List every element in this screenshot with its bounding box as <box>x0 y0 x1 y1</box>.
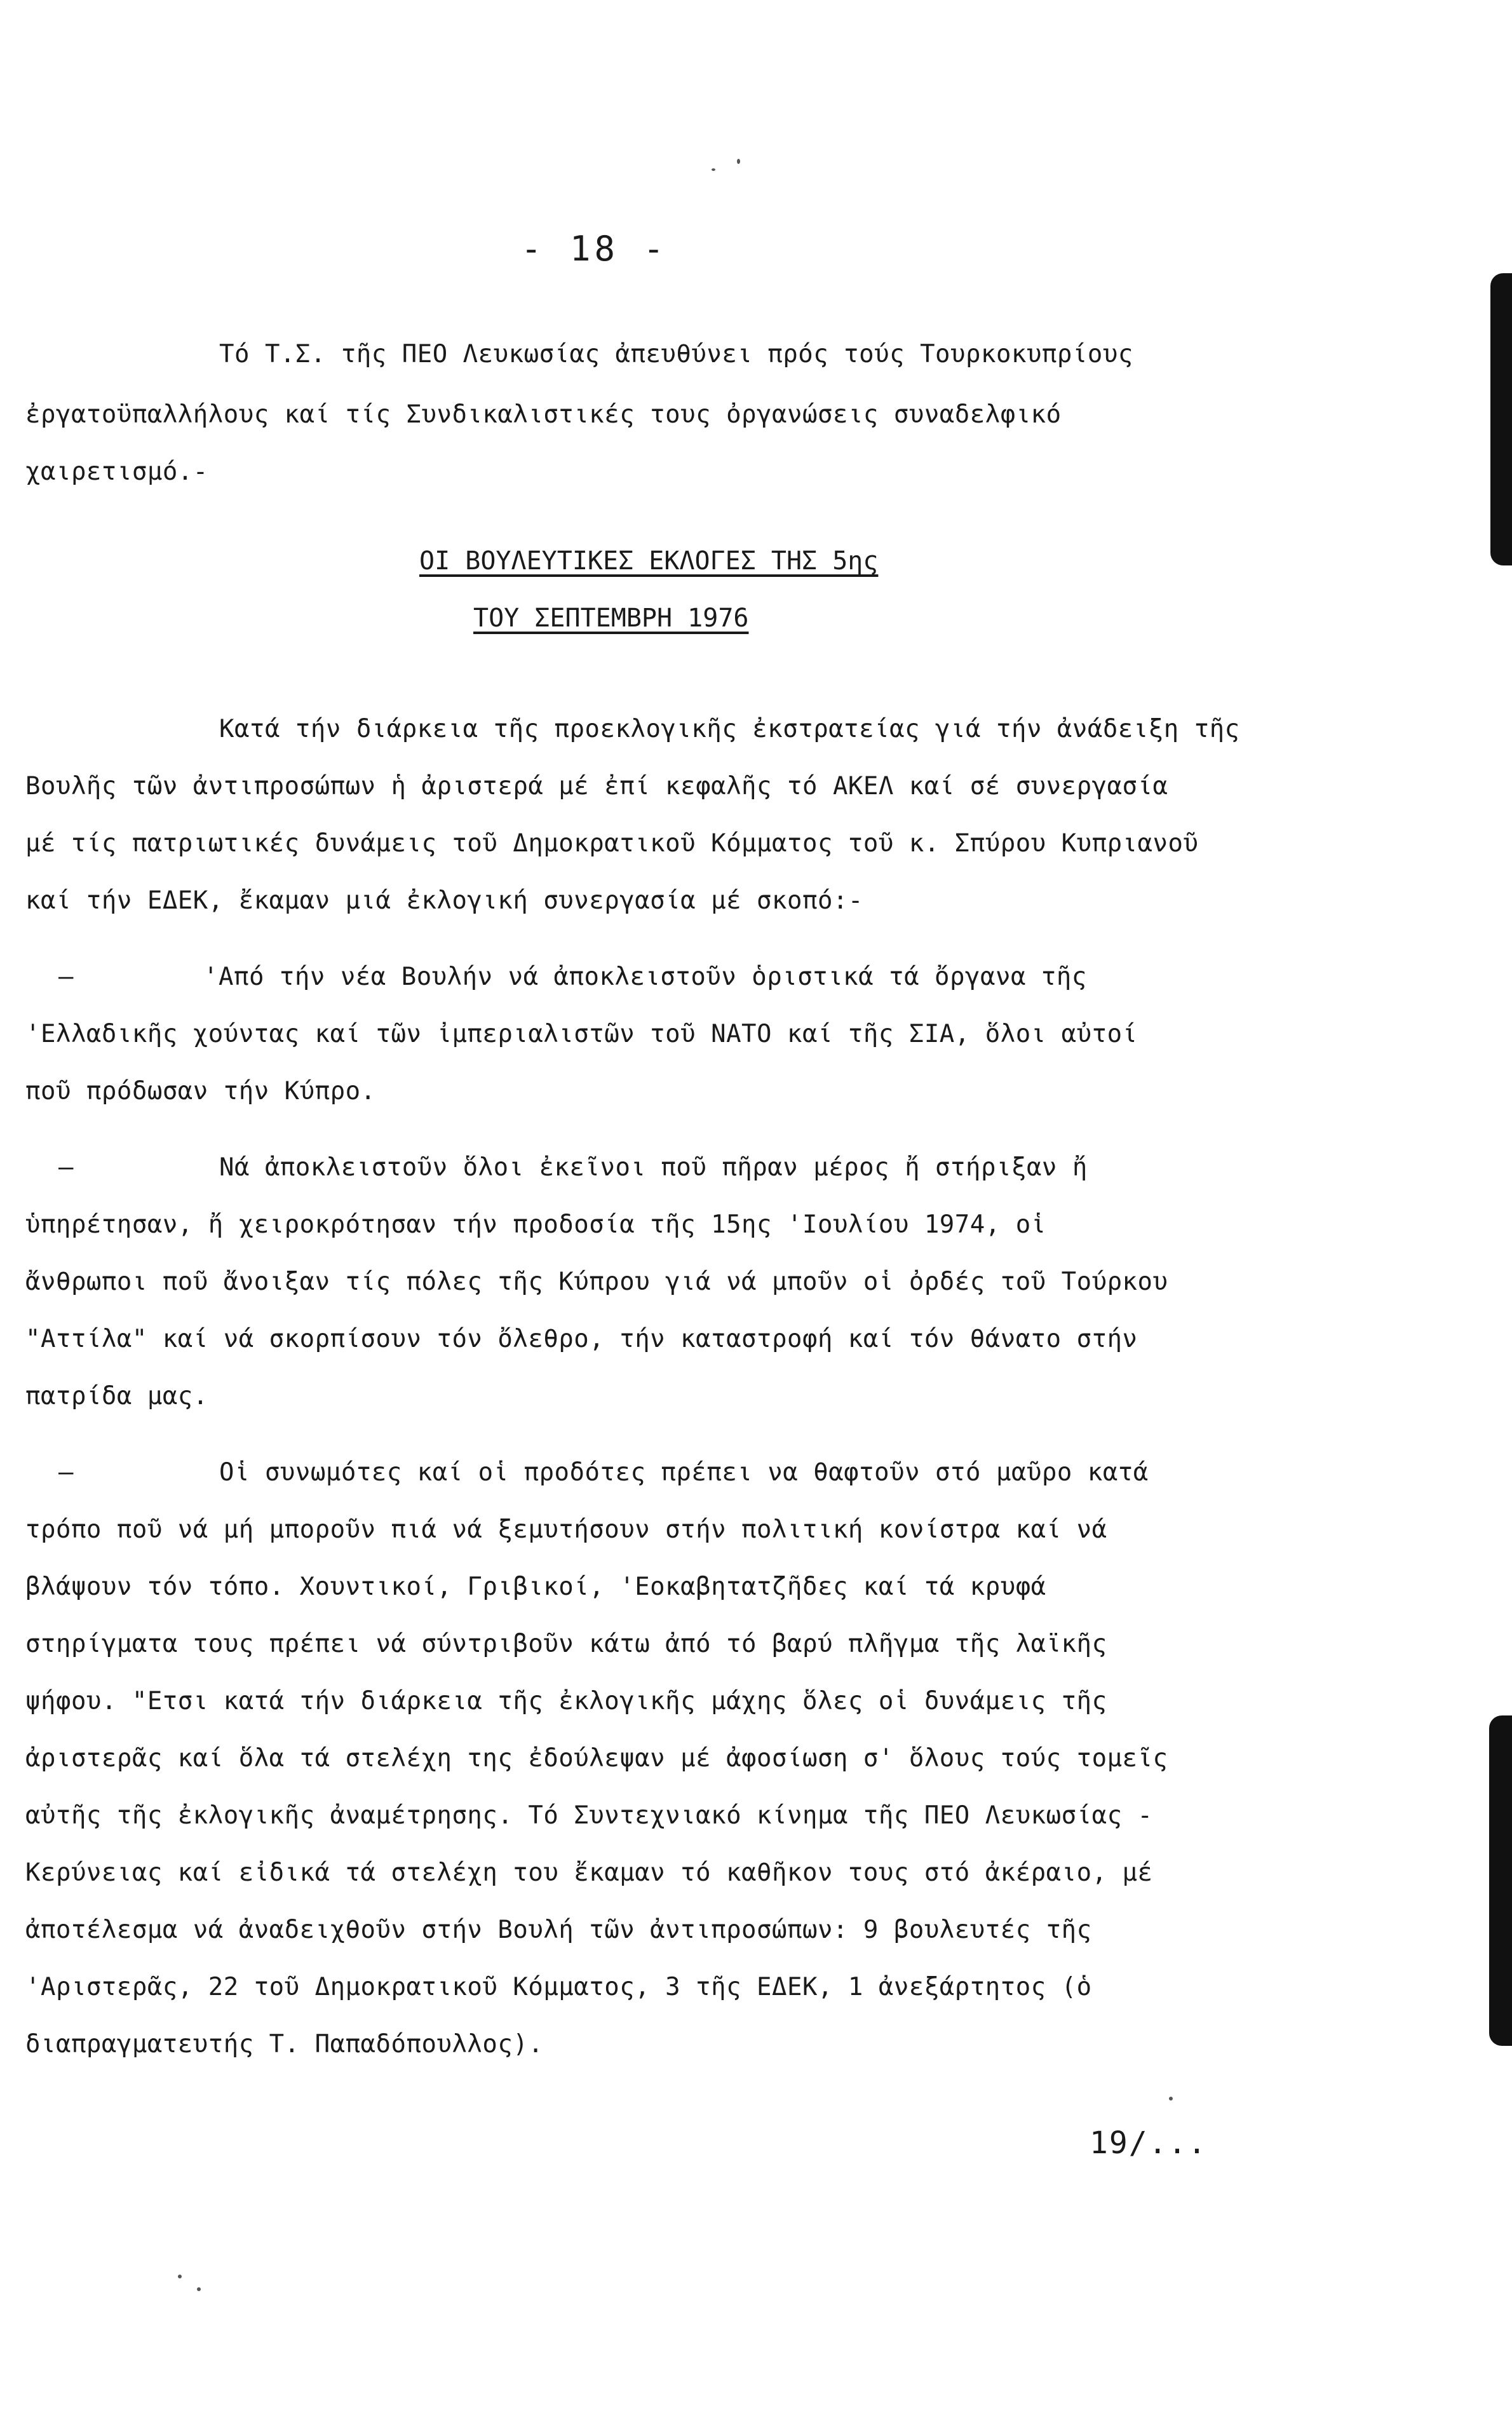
intro-line: ἐργατοϋπαλλήλους καί τίς Συνδικαλιστικές τους ὀργανώσεις συναδελφικό <box>25 400 1062 429</box>
section-subheading: ΤΟΥ ΣΕΠΤΕΜΒΡΗ 1976 <box>473 604 749 633</box>
bullet-line: ἄνθρωποι ποῦ ἄνοιξαν τίς πόλες τῆς Κύπρου γιά νά μποῦν οἱ ὀρδές τοῦ Τούρκου <box>25 1268 1168 1296</box>
intro-line: χαιρετισμό.- <box>25 457 208 486</box>
bullet-line: Οἱ συνωμότες καί οἱ προδότες πρέπει να θαφτοῦν στό μαῦρο κατά <box>219 1458 1149 1487</box>
paragraph-line: μέ τίς πατριωτικές δυνάμεις τοῦ Δημοκρατικοῦ Κόμματος τοῦ κ. Σπύρου Κυπριανοῦ <box>25 829 1199 858</box>
bullet-line: βλάψουν τόν τόπο. Χουντικοί, Γριβικοί, 'Εοκαβητατζῆδες καί τά κρυφά <box>25 1573 1046 1601</box>
scan-edge-shadow <box>1489 1715 1512 2046</box>
paragraph-line: καί τήν ΕΔΕΚ, ἔκαμαν μιά ἐκλογική συνεργασία μέ σκοπό:- <box>25 886 863 915</box>
bullet-line: 'Αριστερᾶς, 22 τοῦ Δημοκρατικοῦ Κόμματος, 3 τῆς ΕΔΕΚ, 1 ἀνεξάρτητος (ὁ <box>25 1973 1092 2001</box>
bullet-line: ἀποτέλεσμα νά ἀναδειχθοῦν στήν Βουλή τῶν ἀντιπροσώπων: 9 βουλευτές τῆς <box>25 1916 1092 1944</box>
scan-speck <box>1169 2097 1173 2100</box>
bullet-dash: — <box>58 1153 74 1182</box>
paragraph-line: Κατά τήν διάρκεια τῆς προεκλογικῆς ἐκστρατείας γιά τήν ἀνάδειξη τῆς <box>219 715 1240 743</box>
bullet-line: Νά ἀποκλειστοῦν ὅλοι ἐκεῖνοι ποῦ πῆραν μέρος ἤ στήριξαν ἤ <box>219 1153 1088 1182</box>
bullet-line: αὐτῆς τῆς ἐκλογικῆς ἀναμέτρησης. Τό Συντεχνιακό κίνημα τῆς ΠΕΟ Λευκωσίας - <box>25 1801 1153 1830</box>
scan-speck <box>712 168 715 171</box>
bullet-line: ὑπηρέτησαν, ἤ χειροκρότησαν τήν προδοσία τῆς 15ης 'Ιουλίου 1974, οἱ <box>25 1210 1046 1239</box>
section-heading: ΟΙ ΒΟΥΛΕΥΤΙΚΕΣ ΕΚΛΟΓΕΣ ΤΗΣ 5ης <box>419 546 879 576</box>
bullet-dash: — <box>58 963 74 991</box>
bullet-line: ἀριστερᾶς καί ὅλα τά στελέχη της ἐδούλεψαν μέ ἀφοσίωση σ' ὅλους τούς τομεῖς <box>25 1744 1168 1773</box>
bullet-line: διαπραγματευτής Τ. Παπαδόπουλλος). <box>25 2030 544 2059</box>
bullet-line: Κερύνειας καί εἰδικά τά στελέχη του ἔκαμαν τό καθῆκον τους στό ἀκέραιο, μέ <box>25 1858 1153 1887</box>
scan-speck <box>178 2275 182 2278</box>
intro-line: Τό Τ.Σ. τῆς ΠΕΟ Λευκωσίας ἀπευθύνει πρός τούς Τουρκοκυπρίους <box>219 340 1133 369</box>
paragraph-line: Βουλῆς τῶν ἀντιπροσώπων ἡ ἀριστερά μέ ἐπί κεφαλῆς τό ΑΚΕΛ καί σέ συνεργασία <box>25 772 1168 801</box>
bullet-dash: — <box>58 1458 74 1487</box>
scan-speck <box>197 2287 201 2291</box>
bullet-line: ψήφου. "Ετσι κατά τήν διάρκεια τῆς ἐκλογικῆς μάχης ὅλες οἱ δυνάμεις τῆς <box>25 1687 1107 1715</box>
page-number: - 18 - <box>521 229 668 269</box>
bullet-line: 'Ελλαδικῆς χούντας καί τῶν ἰμπεριαλιστῶν τοῦ ΝΑΤΟ καί τῆς ΣΙΑ, ὅλοι αὐτοί <box>25 1020 1138 1048</box>
bullet-line: τρόπο ποῦ νά μή μποροῦν πιά νά ξεμυτήσουν στήν πολιτική κονίστρα καί νά <box>25 1515 1107 1544</box>
bullet-line: στηρίγματα τους πρέπει νά σύντριβοῦν κάτω ἀπό τό βαρύ πλῆγμα τῆς λαϊκῆς <box>25 1630 1107 1658</box>
bullet-line: "Αττίλα" καί νά σκορπίσουν τόν ὄλεθρο, τήν καταστροφή καί τόν θάνατο στήν <box>25 1325 1138 1353</box>
scan-speck <box>737 159 740 164</box>
scan-edge-shadow <box>1490 273 1512 565</box>
bullet-line: 'Από τήν νέα Βουλήν νά ἀποκλειστοῦν ὁριστικά τά ὄργανα τῆς <box>203 963 1087 991</box>
bullet-line: ποῦ πρόδωσαν τήν Κύπρο. <box>25 1077 376 1106</box>
bullet-line: πατρίδα μας. <box>25 1382 208 1410</box>
continuation-reference: 19/... <box>1090 2125 1208 2161</box>
